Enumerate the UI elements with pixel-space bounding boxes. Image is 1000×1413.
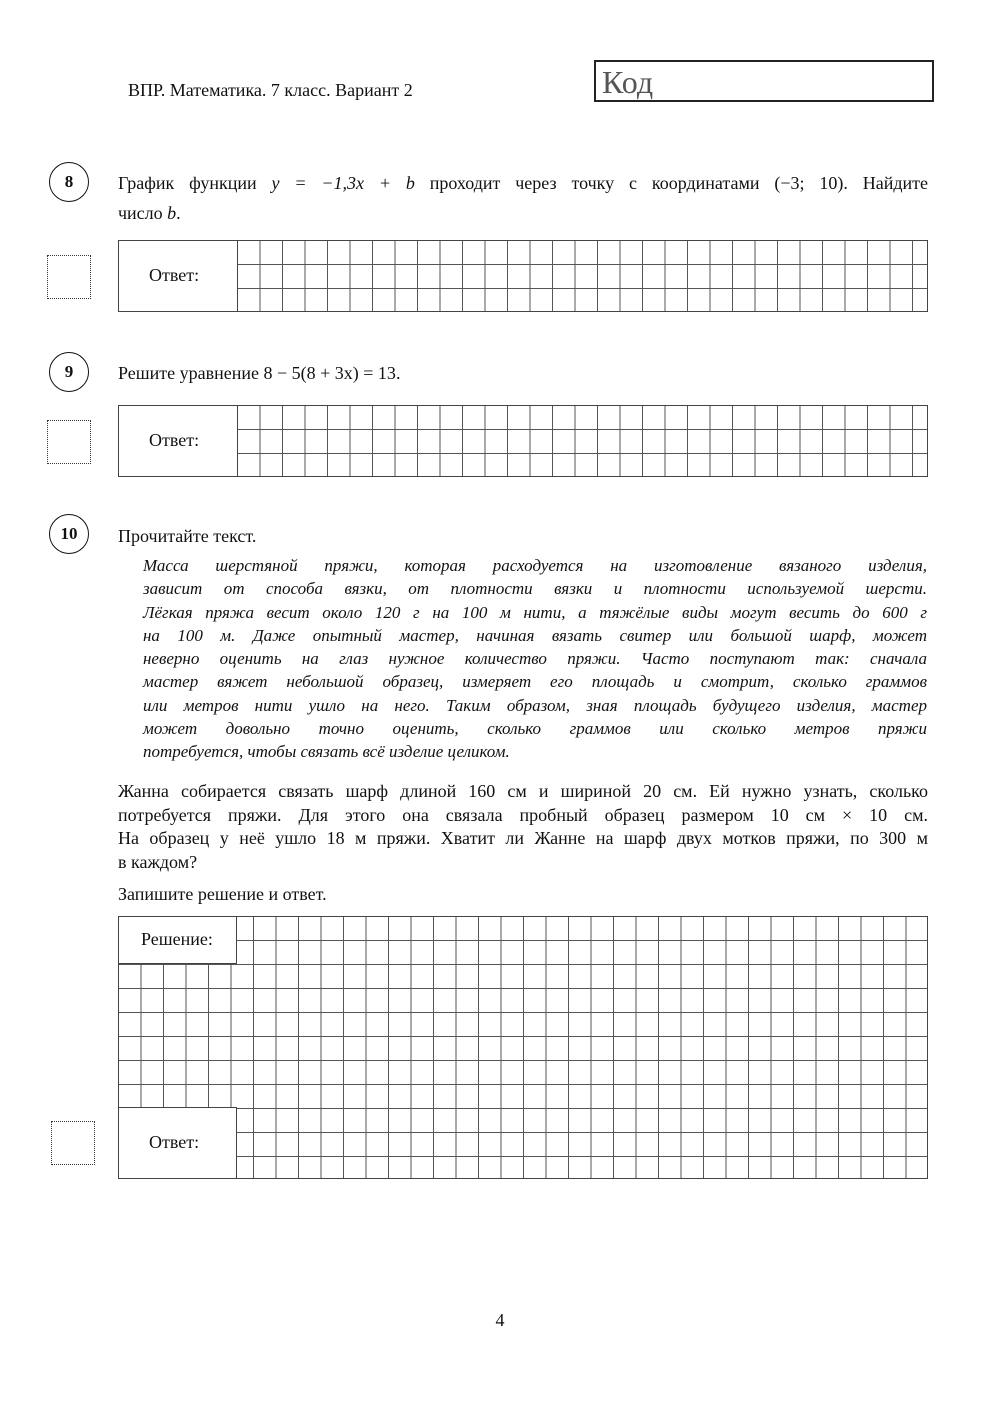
task-8-answer-grid[interactable] <box>237 241 927 311</box>
task-10-answer-label: Ответ: <box>149 1132 200 1152</box>
passage-line: неверно оценить на глаз нужное количество пряжи. Часто поступают так: сначала <box>143 649 927 669</box>
passage-line: Лёгкая пряжа весит около 120 г на 100 м нити, а тяжёлые виды могут весить до 600 г <box>143 602 927 622</box>
task-8-number: 8 <box>49 162 89 202</box>
solution-label-cell <box>119 917 237 964</box>
task-9-number: 9 <box>49 352 89 392</box>
task-8-answer-box[interactable] <box>118 240 928 312</box>
passage-line: на 100 м. Даже опытный мастер, начиная вязать свитер или большой шарф, может <box>143 625 927 645</box>
problem-line: На образец у неё ушло 18 м пряжи. Хватит ли Жанне на шарф двух мотков пряжи, по 300 м <box>118 828 928 848</box>
solution-label: Решение: <box>141 929 213 949</box>
passage-line: может довольно точно оценить, сколько граммов или сколько метров пряжи <box>143 719 927 739</box>
task-9-answer-label: Ответ: <box>149 430 200 450</box>
task-10-solution-box[interactable] <box>118 916 928 1179</box>
task-8-var-b: b <box>167 203 177 223</box>
task-8-text-line2b: . <box>176 203 181 223</box>
task-8-line-1 <box>118 168 928 198</box>
task-8-line-2 <box>118 198 928 228</box>
task-8-text <box>118 168 928 228</box>
task-10-passage <box>143 554 927 764</box>
task-10-score-box[interactable] <box>51 1121 95 1165</box>
task-8-text-part3: Найдите <box>862 173 929 193</box>
problem-line: потребуется пряжи. Для этого она связала пробный образец размером 10 см × 10 см. <box>118 804 928 825</box>
task-9-answer-grid[interactable] <box>237 406 927 476</box>
problem-line: в каждом? <box>118 851 198 872</box>
task-8-text-line2a: число <box>118 203 163 223</box>
task-9-answer-box[interactable] <box>118 405 928 477</box>
task-8-formula: y = −1,3x + b <box>271 173 415 193</box>
passage-line: мастер вяжет небольшой образец, измеряет его площадь и смотрит, сколько граммов <box>143 672 927 692</box>
task-10-intro: Прочитайте текст. <box>118 526 257 546</box>
task-8-text-part1: График функции <box>118 173 257 193</box>
passage-line: потребуется, чтобы связать всё изделие целиком. <box>143 742 510 762</box>
task-10-instruction: Запишите решение и ответ. <box>118 884 327 904</box>
code-field[interactable] <box>594 60 934 102</box>
task-8-point: (−3; 10). <box>774 173 848 193</box>
problem-line: Жанна собирается связать шарф длиной 160 см и шириной 20 см. Ей нужно узнать, сколько <box>118 781 928 801</box>
page-number: 4 <box>495 1310 505 1330</box>
task-9-score-box[interactable] <box>47 420 91 464</box>
task-8-text-part2: проходит через точку с координатами <box>429 173 760 193</box>
task-9-text <box>118 358 400 388</box>
task-10-number: 10 <box>49 514 89 554</box>
task-8-answer-label: Ответ: <box>149 265 200 285</box>
passage-line: или метров нити ушло на него. Таким образом, зная площадь будущего изделия, мастер <box>143 695 927 715</box>
task-9-dot: . <box>395 363 401 383</box>
page-header-title: ВПР. Математика. 7 класс. Вариант 2 <box>128 80 413 100</box>
task-9-equation: 8 − 5(8 + 3x) = 13 <box>263 363 396 383</box>
code-label: Код <box>602 64 654 100</box>
answer-label-cell <box>119 1107 237 1179</box>
task-9-label: Решите уравнение <box>118 363 259 383</box>
task-10-problem <box>118 780 928 874</box>
task-8-score-box[interactable] <box>47 255 91 299</box>
passage-line: зависит от способа вязки, от плотности вязки и плотности используемой шерсти. <box>143 579 927 599</box>
passage-line: Масса шерстяной пряжи, которая расходуется на изготовление вязаного изделия, <box>143 556 927 575</box>
